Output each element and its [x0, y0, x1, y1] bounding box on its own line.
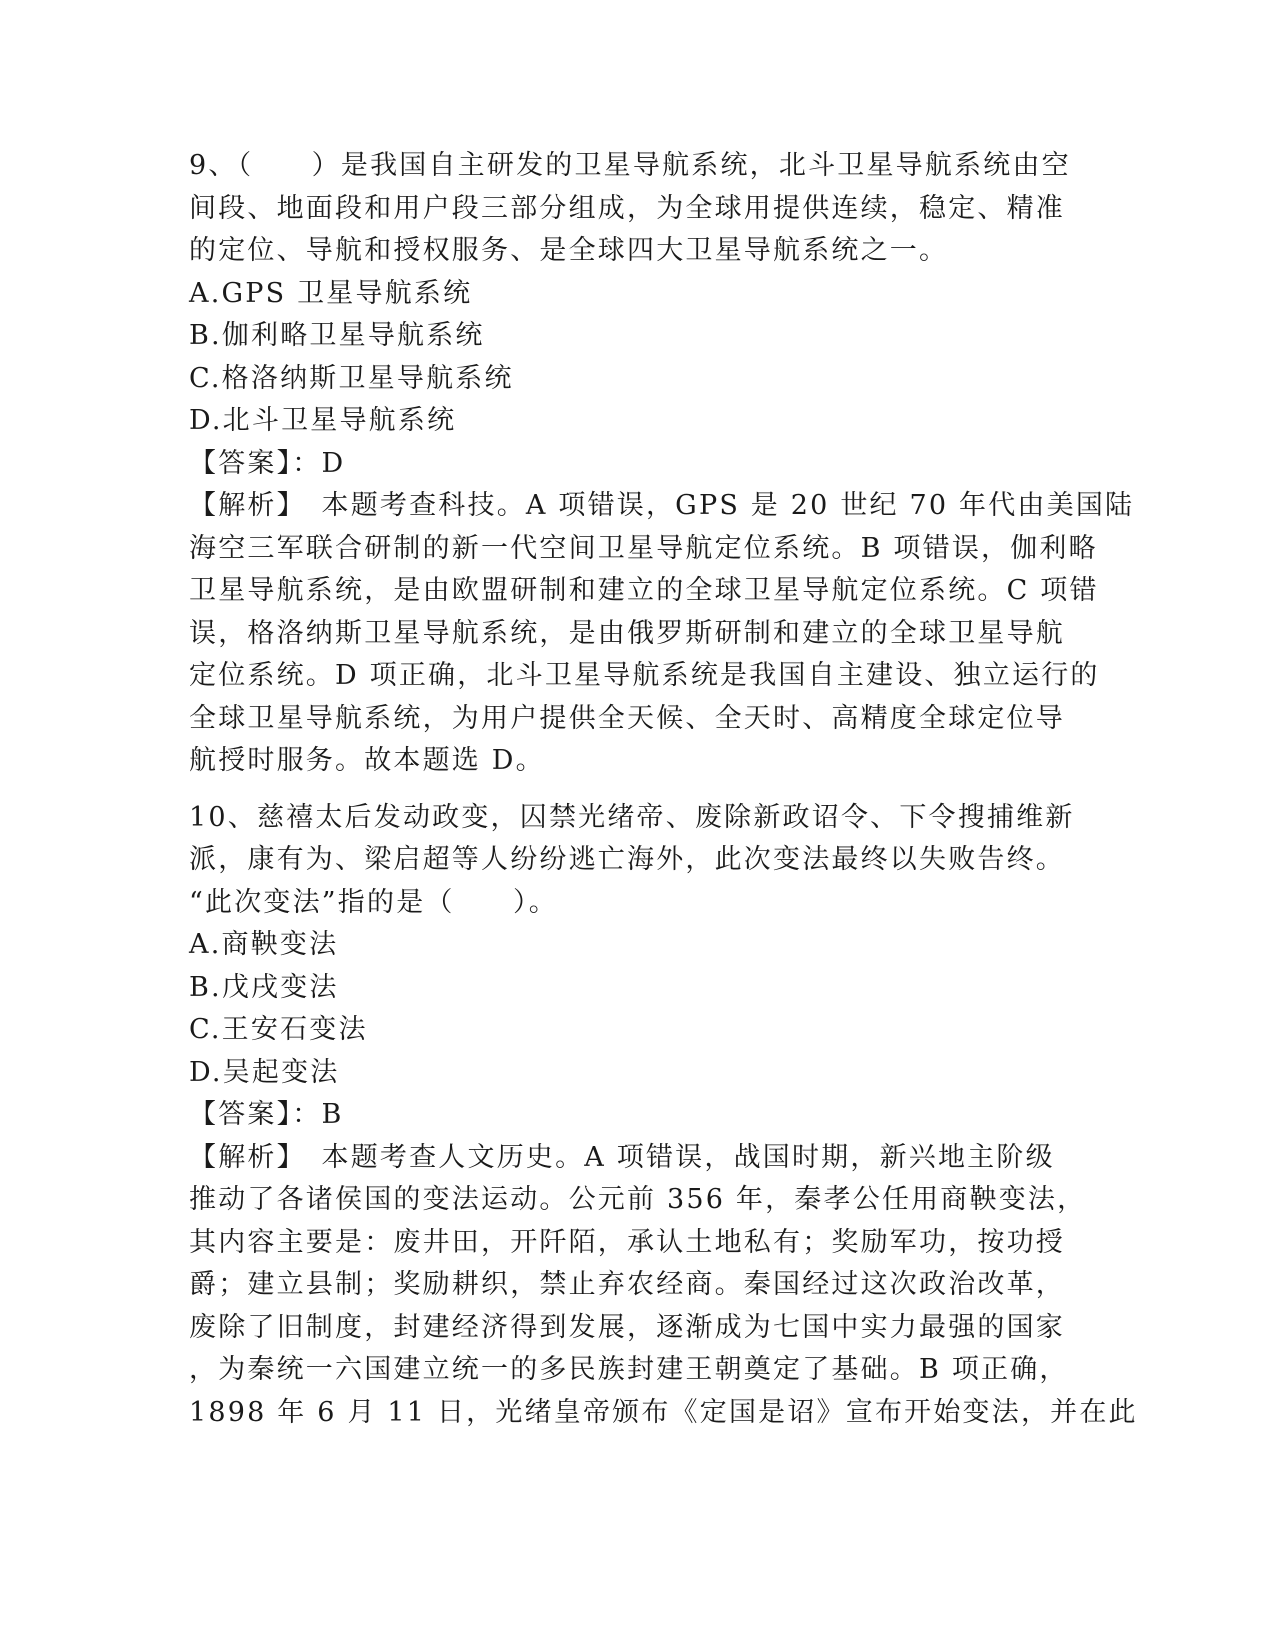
- analysis-line: ，为秦统一六国建立统一的多民族封建王朝奠定了基础。B 项正确，: [189, 1354, 1069, 1385]
- analysis-line: 【解析】 本题考查人文历史。A 项错误，战国时期，新兴地主阶级: [189, 1141, 1055, 1173]
- question-stem-line: 10、慈禧太后发动政变，囚禁光绪帝、废除新政诏令、下令搜捕维新: [189, 801, 1075, 833]
- page-content: [189, 145, 1138, 1434]
- analysis-line: 废除了旧制度，封建经济得到发展，逐渐成为七国中实力最强的国家: [189, 1311, 1065, 1343]
- option-c: C.王安石变法: [189, 1014, 368, 1045]
- option-a: A.商鞅变法: [189, 929, 339, 960]
- analysis-line: 卫星导航系统，是由欧盟研制和建立的全球卫星导航定位系统。C 项错: [189, 575, 1099, 606]
- question-9: [189, 145, 1135, 783]
- question-stem-line: “此次变法”指的是（ ）。: [189, 886, 558, 918]
- analysis-line: 海空三军联合研制的新一代空间卫星导航定位系统。B 项错误，伽利略: [189, 532, 1098, 564]
- answer-line: 【答案】：D: [189, 447, 346, 479]
- question-stem-line: 派，康有为、梁启超等人纷纷逃亡海外，此次变法最终以失败告终。: [189, 844, 1065, 875]
- analysis-line: 误，格洛纳斯卫星导航系统，是由俄罗斯研制和建立的全球卫星导航: [189, 617, 1065, 649]
- analysis-line: 航授时服务。故本题选 D。: [189, 745, 545, 776]
- analysis-line: 【解析】 本题考查科技。A 项错误，GPS 是 20 世纪 70 年代由美国陆: [189, 490, 1135, 521]
- option-d: D.吴起变法: [189, 1056, 340, 1088]
- option-c: C.格洛纳斯卫星导航系统: [189, 362, 514, 394]
- option-a: A.GPS 卫星导航系统: [189, 277, 473, 309]
- option-d: D.北斗卫星导航系统: [189, 405, 457, 436]
- analysis-line: 定位系统。D 项正确，北斗卫星导航系统是我国自主建设、独立运行的: [189, 660, 1100, 691]
- option-b: B.伽利略卫星导航系统: [189, 320, 485, 351]
- analysis-line: 1898 年 6 月 11 日，光绪皇帝颁布《定国是诏》宣布开始变法，并在此: [189, 1396, 1138, 1428]
- question-stem-line: 的定位、导航和授权服务、是全球四大卫星导航系统之一。: [189, 235, 949, 266]
- question-10: [189, 797, 1138, 1435]
- analysis-line: 其内容主要是：废井田，开阡陌，承认土地私有；奖励军功，按功授: [189, 1226, 1065, 1258]
- analysis-line: 全球卫星导航系统，为用户提供全天候、全天时、高精度全球定位导: [189, 702, 1065, 734]
- option-b: B.戊戌变法: [189, 971, 339, 1003]
- question-stem-line: 间段、地面段和用户段三部分组成，为全球用提供连续，稳定、精准: [189, 192, 1065, 224]
- analysis-line: 爵；建立县制；奖励耕织，禁止弃农经商。秦国经过这次政治改革，: [189, 1269, 1065, 1300]
- answer-line: 【答案】：B: [189, 1099, 344, 1130]
- question-stem-line: 9、（ ）是我国自主研发的卫星导航系统，北斗卫星导航系统由空: [189, 150, 1071, 181]
- analysis-line: 推动了各诸侯国的变法运动。公元前 356 年，秦孝公任用商鞅变法，: [189, 1184, 1087, 1215]
